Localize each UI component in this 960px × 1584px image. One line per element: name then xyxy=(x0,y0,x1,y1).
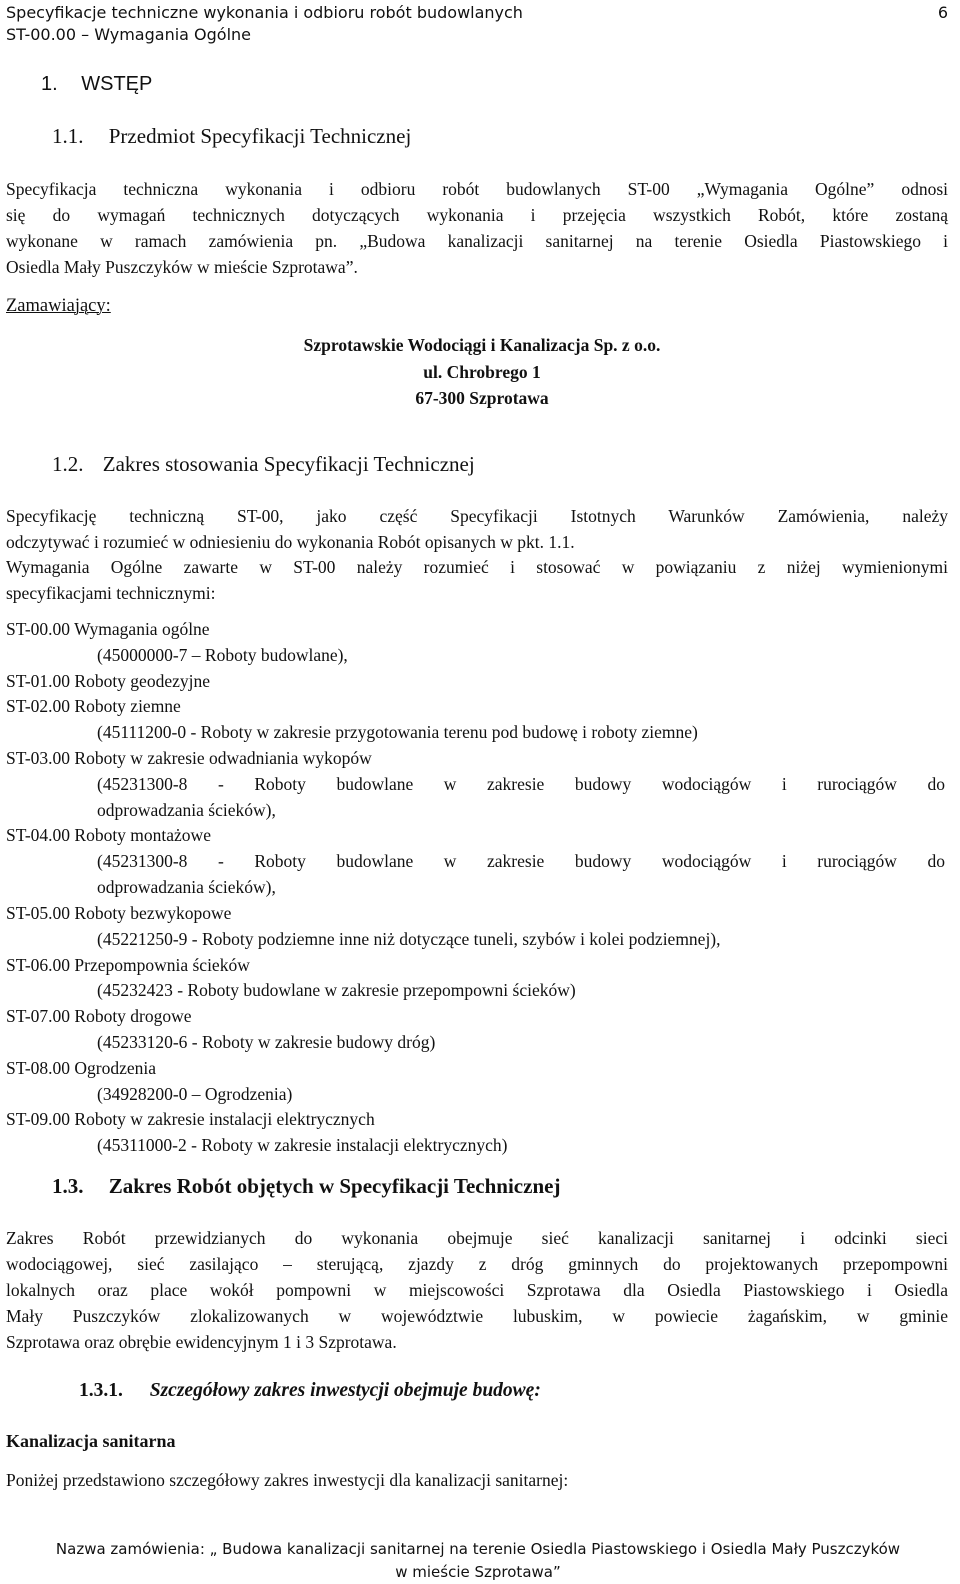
footer-line-1: Nazwa zamówienia: „ Budowa kanalizacji sanitarnej na terenie Osiedla Piastowskiego i Osiedla Mały Puszczyków xyxy=(55,1540,901,1558)
paragraph-line: Osiedla Mały Puszczyków w mieście Szprotawa”. xyxy=(6,257,358,277)
spec-item-st-01: ST-01.00 Roboty geodezyjne xyxy=(6,671,210,691)
section-1-3-1-heading xyxy=(79,1380,541,1402)
section-1-2-heading xyxy=(52,452,475,477)
paragraph-line: wykonane w ramach zamówienia pn. „Budowa kanalizacji sanitarnej na terenie Osiedla Piastowskiego i xyxy=(6,231,948,251)
client-name: Szprotawskie Wodociągi i Kanalizacja Sp. z o.o. xyxy=(303,335,661,355)
section-1-heading xyxy=(41,73,152,96)
sanitation-intro: Poniżej przedstawiono szczegółowy zakres inwestycji dla kanalizacji sanitarnej: xyxy=(6,1470,569,1490)
section-1-title: WSTĘP xyxy=(81,73,153,95)
spec-item-st-08-detail: (34928200-0 – Ogrodzenia) xyxy=(97,1084,293,1104)
spec-item-st-03-detail: (45231300-8 - Roboty budowlane w zakresie budowy wodociągów i rurociągów do xyxy=(97,774,945,794)
client-label: Zamawiający: xyxy=(6,296,111,316)
spec-item-st-03: ST-03.00 Roboty w zakresie odwadniania wykopów xyxy=(6,748,372,768)
page-header xyxy=(6,2,950,46)
section-1-2-number: 1.2. xyxy=(52,452,84,476)
section-1-2-title: Zakres stosowania Specyfikacji Technicznej xyxy=(102,452,475,476)
spec-item-st-09-detail: (45311000-2 - Roboty w zakresie instalacji elektrycznych) xyxy=(97,1135,508,1155)
paragraph-line: specyfikacjami technicznymi: xyxy=(6,583,216,603)
spec-item-st-06: ST-06.00 Przepompownia ścieków xyxy=(6,955,250,975)
spec-item-st-00-detail: (45000000-7 – Roboty budowlane), xyxy=(97,645,348,665)
section-1-1-number: 1.1. xyxy=(52,124,84,148)
spec-item-st-00: ST-00.00 Wymagania ogólne xyxy=(6,619,210,639)
paragraph-line: Mały Puszczyków zlokalizowanych w województwie lubuskim, w powiecie żagańskim, w gminie xyxy=(6,1306,948,1326)
spec-item-st-06-detail: (45232423 - Roboty budowlane w zakresie przepompowni ścieków) xyxy=(97,980,576,1000)
section-1-3-1-title: Szczegółowy zakres inwestycji obejmuje budowę: xyxy=(149,1380,541,1401)
section-1-3-number: 1.3. xyxy=(52,1174,84,1198)
spec-item-st-03-detail-cont: odprowadzania ścieków), xyxy=(97,800,276,820)
page-number: 6 xyxy=(937,3,948,22)
section-1-2-paragraph-2 xyxy=(6,554,948,606)
header-title: Specyfikacje techniczne wykonania i odbioru robót budowlanych xyxy=(6,3,523,22)
client-city: 67-300 Szprotawa xyxy=(415,388,549,408)
section-1-3-title: Zakres Robót objętych w Specyfikacji Technicznej xyxy=(108,1174,561,1198)
paragraph-line: Specyfikację techniczną ST-00, jako część Specyfikacji Istotnych Warunków Zamówienia, należy xyxy=(6,506,948,526)
paragraph-line: Specyfikacja techniczna wykonania i odbioru robót budowlanych ST-00 „Wymagania Ogólne” odnosi xyxy=(6,179,948,199)
page-footer xyxy=(6,1538,950,1584)
paragraph-line: wodociągowej, sieć zasilająco – sterującą, zjazdy z dróg gminnych do projektowanych przepompowni xyxy=(6,1254,948,1274)
spec-item-st-04: ST-04.00 Roboty montażowe xyxy=(6,825,211,845)
section-1-2-paragraph-1 xyxy=(6,503,948,555)
spec-item-st-07: ST-07.00 Roboty drogowe xyxy=(6,1006,192,1026)
paragraph-line: Szprotawa oraz obrębie ewidencyjnym 1 i 3 Szprotawa. xyxy=(6,1332,397,1352)
spec-item-st-05-detail: (45221250-9 - Roboty podziemne inne niż dotyczące tuneli, szybów i kolei podziemnej), xyxy=(97,929,721,949)
section-1-number: 1. xyxy=(41,73,58,95)
client-block xyxy=(240,332,724,412)
section-1-1-paragraph xyxy=(6,176,948,280)
paragraph-line: się do wymagań technicznych dotyczących wykonania i przejęcia wszystkich Robót, które zostaną xyxy=(6,205,948,225)
spec-item-st-09: ST-09.00 Roboty w zakresie instalacji elektrycznych xyxy=(6,1109,375,1129)
paragraph-line: lokalnych oraz place wokół pompowni w miejscowości Szprotawa dla Osiedla Piastowskiego i Osiedla xyxy=(6,1280,948,1300)
spec-item-st-08: ST-08.00 Ogrodzenia xyxy=(6,1058,157,1078)
spec-item-st-05: ST-05.00 Roboty bezwykopowe xyxy=(6,903,232,923)
sanitation-heading: Kanalizacja sanitarna xyxy=(6,1431,176,1451)
paragraph-line: Wymagania Ogólne zawarte w ST-00 należy rozumieć i stosować w powiązaniu z niżej wymienionymi xyxy=(6,557,948,577)
section-1-3-heading xyxy=(52,1174,560,1199)
client-street: ul. Chrobrego 1 xyxy=(423,361,541,382)
paragraph-line: odczytywać i rozumieć w odniesieniu do wykonania Robót opisanych w pkt. 1.1. xyxy=(6,532,575,552)
spec-item-st-04-detail-cont: odprowadzania ścieków), xyxy=(97,877,276,897)
footer-line-2: w mieście Szprotawa” xyxy=(395,1563,561,1581)
spec-item-st-07-detail: (45233120-6 - Roboty w zakresie budowy dróg) xyxy=(97,1032,436,1052)
section-1-3-1-number: 1.3.1. xyxy=(79,1380,123,1401)
section-1-1-heading xyxy=(52,124,411,149)
section-1-1-title: Przedmiot Specyfikacji Technicznej xyxy=(108,124,412,148)
spec-item-st-04-detail: (45231300-8 - Roboty budowlane w zakresie budowy wodociągów i rurociągów do xyxy=(97,851,945,871)
paragraph-line: Zakres Robót przewidzianych do wykonania obejmuje sieć kanalizacji sanitarnej i odcinki sieci xyxy=(6,1228,948,1248)
spec-item-st-02-detail: (45111200-0 - Roboty w zakresie przygotowania terenu pod budowę i roboty ziemne) xyxy=(97,722,698,742)
header-subtitle: ST-00.00 – Wymagania Ogólne xyxy=(6,25,252,44)
spec-item-st-02: ST-02.00 Roboty ziemne xyxy=(6,696,181,716)
section-1-3-paragraph xyxy=(6,1225,948,1355)
